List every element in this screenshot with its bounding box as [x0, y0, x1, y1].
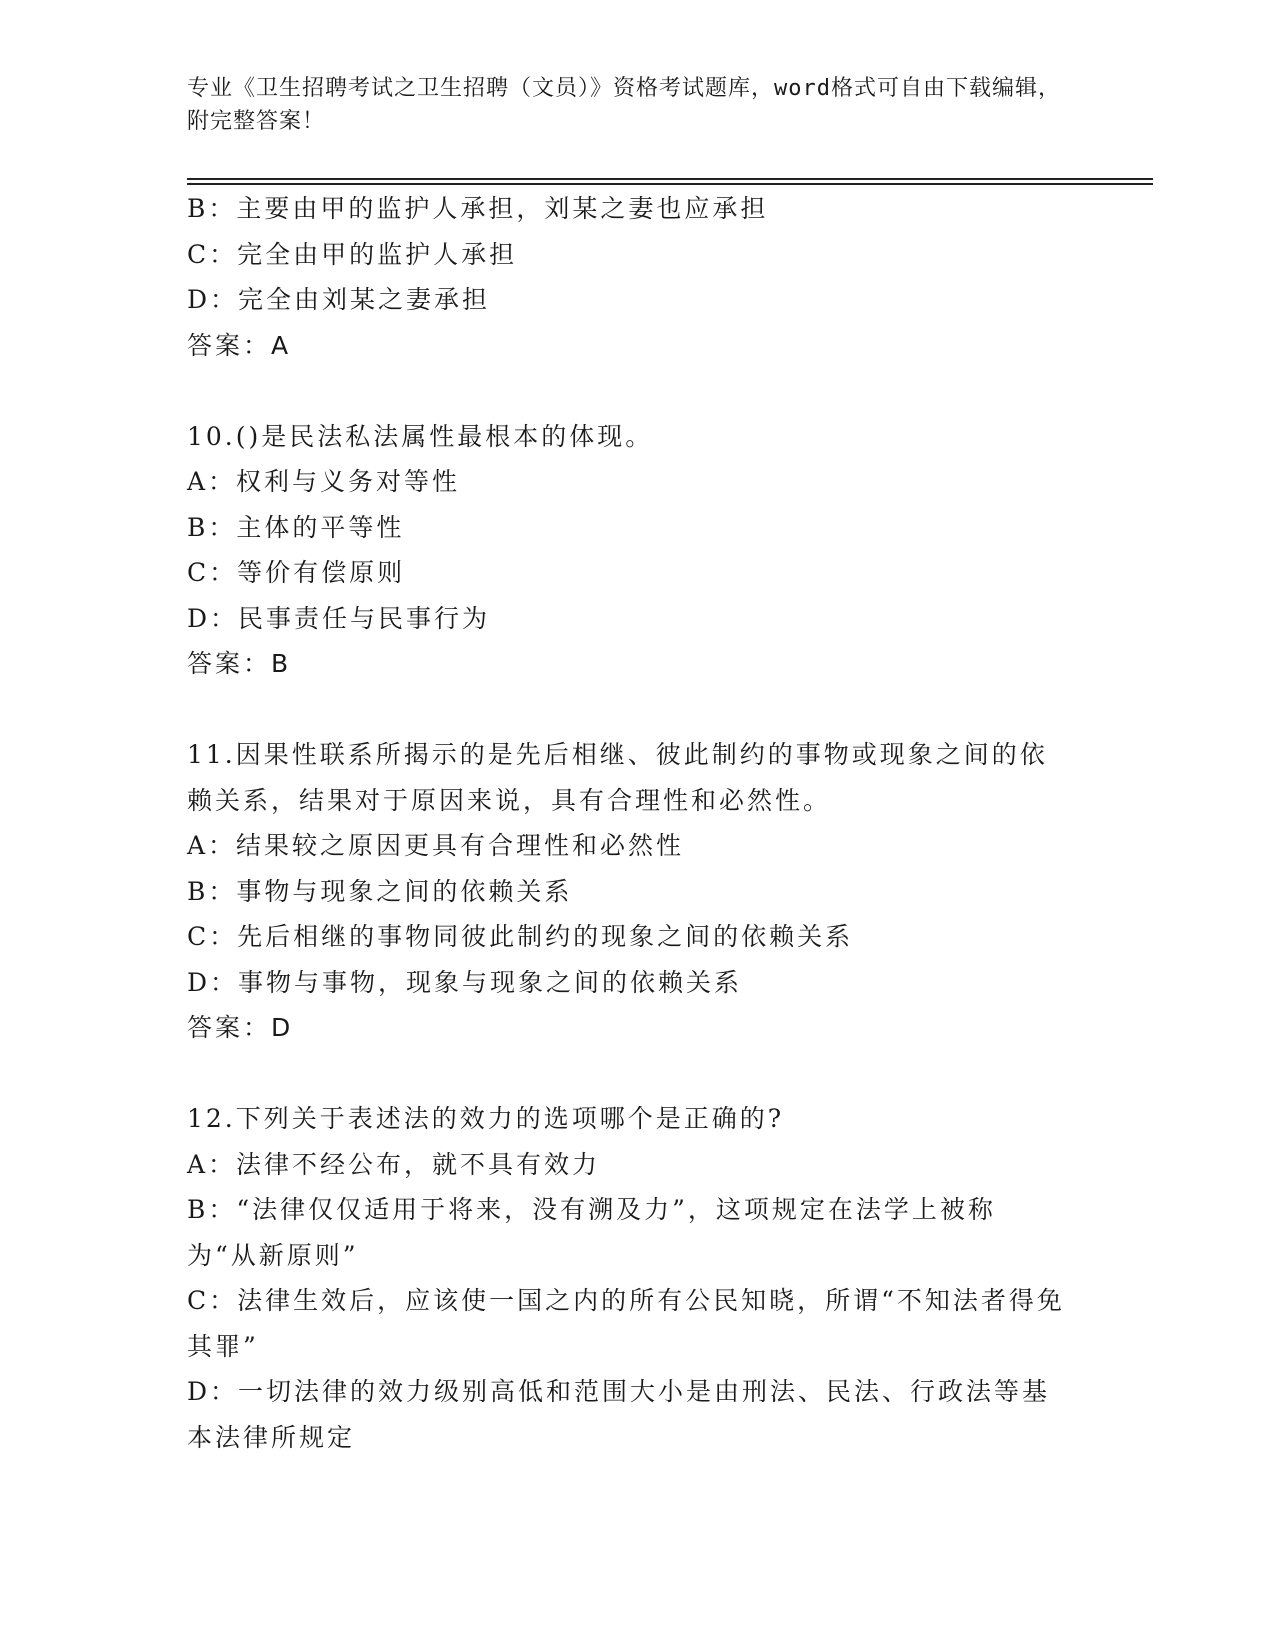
- question-12: 12.下列关于表述法的效力的选项哪个是正确的?: [187, 1104, 785, 1133]
- q11-answer: 答案：D: [187, 1013, 294, 1042]
- q10-option-d: D：民事责任与民事行为: [187, 603, 491, 633]
- q10-option-c: C：等价有偿原则: [187, 558, 406, 587]
- question-11: 11.因果性联系所揭示的是先后相继、彼此制约的事物或现象之间的依赖关系，结果对于原因来说，具有合理性和必然性。: [187, 740, 1048, 815]
- header-rule-bottom: [187, 183, 1153, 185]
- question-content: [187, 186, 1087, 1460]
- q12-option-c: C：法律生效后，应该使一国之内的所有公民知晓，所谓“不知法者得免其罪”: [187, 1286, 1065, 1361]
- q11-option-c: C：先后相继的事物同彼此制约的现象之间的依赖关系: [187, 922, 854, 951]
- header-rule-top: [187, 178, 1153, 180]
- q10-option-a: A：权利与义务对等性: [187, 467, 461, 496]
- q12-option-a: A：法律不经公布，就不具有效力: [187, 1149, 601, 1179]
- spacer: [187, 1051, 1087, 1097]
- q11-option-d: D：事物与事物，现象与现象之间的依赖关系: [187, 967, 743, 997]
- q11-option-a: A：结果较之原因更具有合理性和必然性: [187, 831, 685, 860]
- option-c: C：完全由甲的监护人承担: [187, 239, 518, 269]
- q12-option-d: D：一切法律的效力级别高低和范围大小是由刑法、民法、行政法等基本法律所规定: [187, 1377, 1051, 1452]
- option-d: D：完全由刘某之妻承担: [187, 285, 491, 314]
- answer: 答案：A: [187, 330, 292, 360]
- question-10: 10.()是民法私法属性最根本的体现。: [187, 421, 654, 451]
- q10-option-b: B：主体的平等性: [187, 512, 405, 542]
- q11-option-b: B：事物与现象之间的依赖关系: [187, 876, 573, 906]
- q12-option-b: B：“法律仅仅适用于将来，没有溯及力”，这项规定在法学上被称为“从新原则”: [187, 1195, 996, 1270]
- page-header: 专业《卫生招聘考试之卫生招聘（文员）》资格考试题库，word格式可自由下载编辑，附完整答案！: [187, 76, 1061, 134]
- spacer: [187, 687, 1087, 733]
- spacer: [187, 368, 1087, 414]
- q10-answer: 答案：B: [187, 649, 292, 678]
- option-b: B：主要由甲的监护人承担，刘某之妻也应承担: [187, 194, 769, 223]
